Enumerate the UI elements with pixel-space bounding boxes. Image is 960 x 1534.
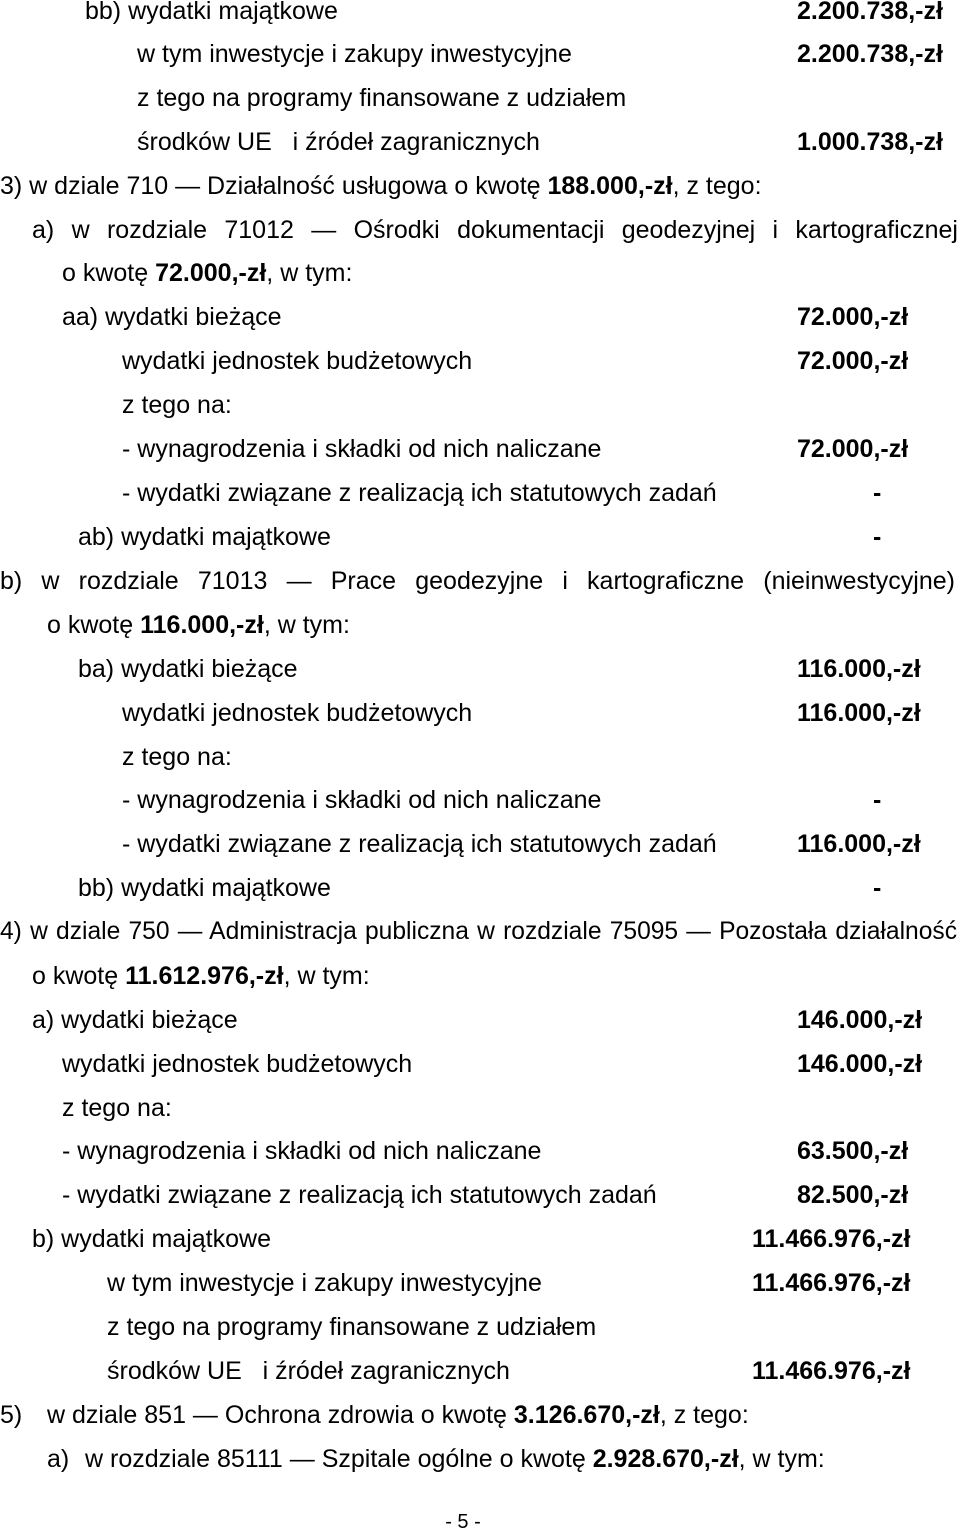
list-number: a) [47, 1445, 70, 1473]
item-amount: 116.000,-zł [797, 655, 921, 683]
inline-amount: 2.928.670,-zł [592, 1445, 739, 1473]
line-capital-expenditure-bb [0, 874, 960, 902]
line-budget-units-expenditure [0, 1050, 960, 1078]
item-label: b) w rozdziale 71013 — Prace geodezyjne i kartograficzne (nieinwestycyjne) [0, 567, 955, 595]
item-label: - wynagrodzenia i składki od nich naliczane [122, 435, 602, 463]
item-label: aa) wydatki bieżące [62, 303, 282, 331]
item-amount: 146.000,-zł [797, 1006, 923, 1034]
line-salaries-contributions [0, 1137, 960, 1165]
page-number: - 5 - [445, 1511, 481, 1533]
item-amount: 72.000,-zł [797, 303, 909, 331]
item-amount: 2.200.738,-zł [797, 40, 943, 68]
line-rozdzial-85111 [0, 1445, 960, 1473]
item-label [47, 611, 350, 639]
item-label: - wynagrodzenia i składki od nich naliczane [122, 786, 602, 814]
line-investments [0, 40, 960, 68]
line-budget-units-expenditure [0, 347, 960, 375]
item-amount: - [873, 479, 882, 507]
item-label: - wydatki związane z realizacją ich statutowych zadań [122, 830, 717, 858]
item-amount: 11.466.976,-zł [752, 1225, 911, 1253]
item-label: - wydatki związane z realizacją ich statutowych zadań [122, 479, 717, 507]
label-suffix: , z tego: [659, 1401, 749, 1429]
item-amount: - [873, 786, 882, 814]
item-label: z tego na programy finansowane z udziałem [107, 1313, 597, 1341]
item-label [62, 259, 352, 287]
line-salaries-contributions [0, 786, 960, 814]
line-current-expenditure-a [0, 1006, 960, 1034]
line-statutory-tasks-expenditure [0, 479, 960, 507]
item-label: z tego na: [62, 1094, 172, 1122]
item-label [85, 1445, 825, 1473]
label-suffix: , w tym: [266, 259, 353, 287]
line-current-expenditure-aa [0, 303, 960, 331]
line-statutory-tasks-expenditure [0, 830, 960, 858]
item-label: wydatki jednostek budżetowych [122, 347, 473, 375]
item-label [0, 172, 762, 200]
list-number: 5) [0, 1401, 23, 1429]
item-amount: 116.000,-zł [797, 699, 921, 727]
item-label: a) w rozdziale 71012 — Ośrodki dokumentacji geodezyjnej i kartograficznej [32, 216, 958, 244]
line-current-expenditure-ba [0, 655, 960, 683]
item-amount: 2.200.738,-zł [797, 0, 943, 25]
item-amount: 11.466.976,-zł [752, 1357, 911, 1385]
label-suffix: , w tym: [283, 962, 370, 990]
item-label: a) wydatki bieżące [32, 1006, 238, 1034]
item-amount: 63.500,-zł [797, 1137, 909, 1165]
line-eu-funds [0, 1357, 960, 1385]
item-label: - wynagrodzenia i składki od nich naliczane [62, 1137, 542, 1165]
item-amount: - [873, 523, 882, 551]
item-label: 4) w dziale 750 — Administracja publiczna w rozdziale 75095 — Pozostała działalność [0, 918, 957, 945]
item-label: z tego na: [122, 743, 232, 771]
item-amount: 11.466.976,-zł [752, 1269, 911, 1297]
inline-amount: 116.000,-zł [140, 611, 264, 639]
label-text: o kwotę [62, 259, 156, 287]
inline-amount: 11.612.976,-zł [125, 962, 284, 990]
line-salaries-contributions [0, 435, 960, 463]
line-rozdzial-71013-heading [0, 567, 960, 595]
line-capital-expenditure-b [0, 1225, 960, 1253]
line-eu-funds [0, 128, 960, 156]
item-amount: 72.000,-zł [797, 435, 909, 463]
inline-amount: 72.000,-zł [155, 259, 267, 287]
line-section-5-dzial-851 [0, 1401, 960, 1429]
line-capital-expenditure-ab [0, 523, 960, 551]
item-amount: 1.000.738,-zł [797, 128, 943, 156]
item-label: wydatki jednostek budżetowych [62, 1050, 413, 1078]
item-label: ab) wydatki majątkowe [78, 523, 331, 551]
line-of-which-heading [0, 1094, 960, 1122]
inline-amount: 188.000,-zł [547, 172, 673, 200]
line-rozdzial-71012-amount [0, 259, 960, 287]
item-amount: 116.000,-zł [797, 830, 921, 858]
line-eu-programs-heading [0, 84, 960, 112]
line-statutory-tasks-expenditure [0, 1181, 960, 1209]
line-rozdzial-71012-heading [0, 216, 960, 244]
item-label: wydatki jednostek budżetowych [122, 699, 473, 727]
label-suffix: , z tego: [672, 172, 762, 200]
line-of-which-heading [0, 391, 960, 419]
item-amount: 72.000,-zł [797, 347, 909, 375]
item-label: z tego na: [122, 391, 232, 419]
item-amount: 146.000,-zł [797, 1050, 923, 1078]
label-text: w dziale 851 — Ochrona zdrowia o kwotę [47, 1401, 514, 1429]
item-label [32, 962, 370, 990]
inline-amount: 3.126.670,-zł [513, 1401, 660, 1429]
item-label: w tym inwestycje i zakupy inwestycyjne [107, 1269, 542, 1297]
label-suffix: , w tym: [263, 611, 350, 639]
item-label: środków UE i źródeł zagranicznych [107, 1357, 510, 1385]
line-section-3-dzial-710 [0, 172, 960, 200]
item-label: z tego na programy finansowane z udziałem [137, 84, 627, 112]
item-amount: 82.500,-zł [797, 1181, 909, 1209]
line-eu-programs-heading [0, 1313, 960, 1341]
label-suffix: , w tym: [738, 1445, 825, 1473]
label-text: 3) w dziale 710 — Działalność usługowa o kwotę [0, 172, 548, 200]
item-label: bb) wydatki majątkowe [85, 0, 338, 25]
label-text: o kwotę [32, 962, 126, 990]
item-label: - wydatki związane z realizacją ich statutowych zadań [62, 1181, 657, 1209]
item-label: bb) wydatki majątkowe [78, 874, 331, 902]
item-label: ba) wydatki bieżące [78, 655, 298, 683]
line-of-which-heading [0, 743, 960, 771]
label-text: w rozdziale 85111 — Szpitale ogólne o kwotę [85, 1445, 593, 1473]
label-text: o kwotę [47, 611, 141, 639]
item-label [47, 1401, 749, 1429]
line-investments [0, 1269, 960, 1297]
line-capital-expenditure-bb [0, 0, 960, 25]
line-budget-units-expenditure [0, 699, 960, 727]
line-dzial-750-amount [0, 962, 960, 990]
line-rozdzial-71013-amount [0, 611, 960, 639]
item-label: środków UE i źródeł zagranicznych [137, 128, 540, 156]
item-label: b) wydatki majątkowe [32, 1225, 271, 1253]
item-amount: - [873, 874, 882, 902]
line-section-4-dzial-750 [0, 918, 960, 946]
item-label: w tym inwestycje i zakupy inwestycyjne [137, 40, 572, 68]
